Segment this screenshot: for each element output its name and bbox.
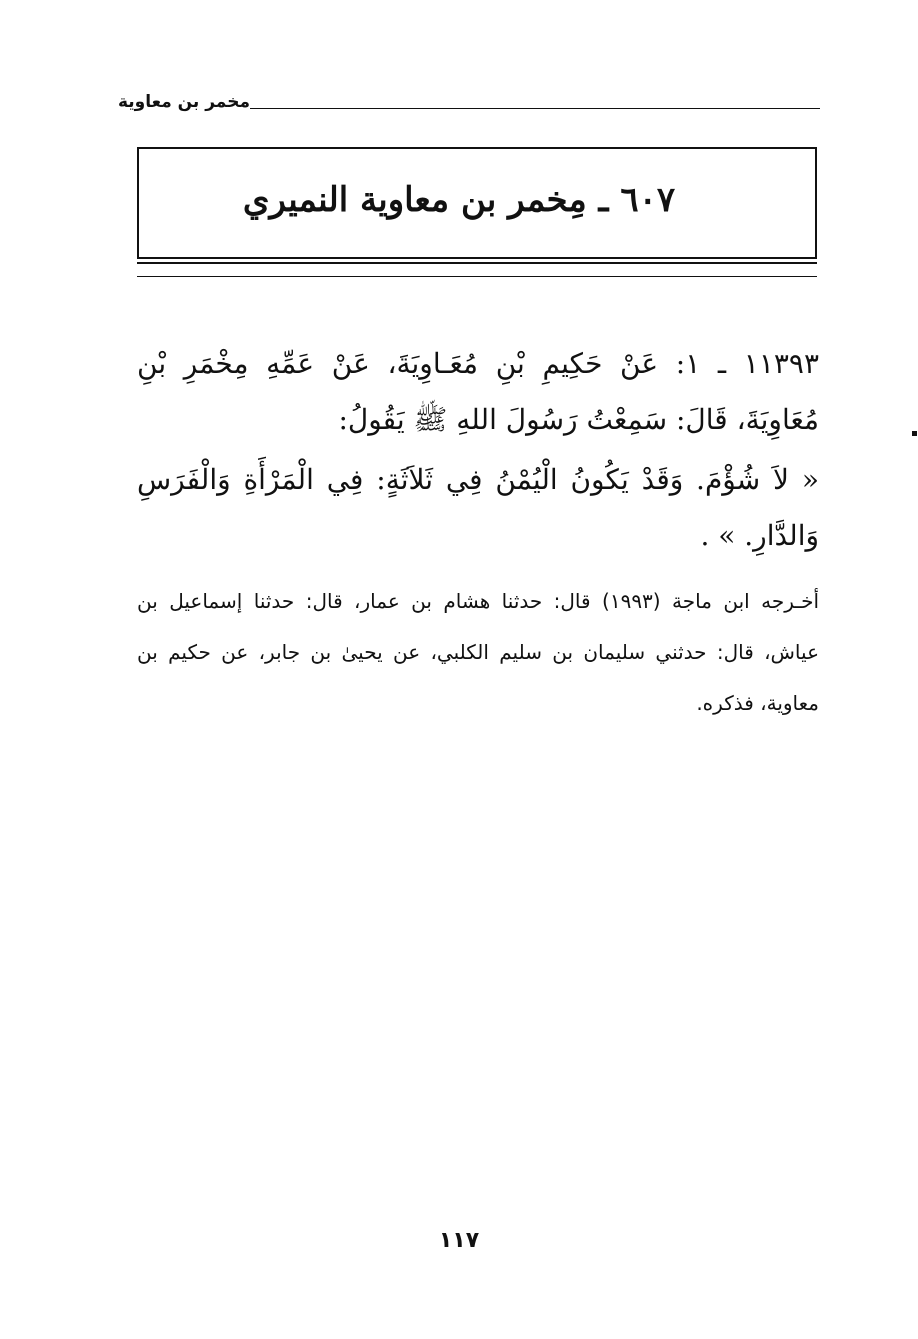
hadith-isnad: ١١٣٩٣ ـ ١: عَنْ حَكِيمِ بْنِ مُعَـاوِيَةَ، عَنْ عَمِّهِ مِخْمَرِ بْنِ مُعَاوِيَةَ، قَالَ: سَمِعْتُ رَسُولَ اللهِ ﷺ يَقُولُ: bbox=[137, 347, 819, 436]
title-rule bbox=[137, 276, 817, 277]
header-rule bbox=[250, 108, 820, 109]
hadith-text bbox=[137, 336, 819, 564]
title-box-underline bbox=[137, 262, 817, 264]
hadith-matn: « لاَ شُؤْمَ. وَقَدْ يَكُونُ الْيُمْنُ فِي ثَلاَثَةٍ: فِي الْمَرْأَةِ وَالْفَرَسِ وَالدَّارِ. » . bbox=[137, 463, 819, 552]
margin-mark bbox=[912, 431, 917, 436]
takhrij-note bbox=[137, 576, 819, 729]
running-header: مخمر بن معاوية bbox=[117, 92, 250, 112]
takhrij-text: أخـرجه ابن ماجة (١٩٩٣) قال: حدثنا هشام بن عمار، قال: حدثنا إسماعيل بن عياش، قال: حدثني سليمان بن سليم الكلبي، عن يحيىٰ بن جابر، عن حكيم بن معاوية، فذكره. bbox=[137, 589, 820, 715]
page-number: ١١٧ bbox=[438, 1228, 480, 1253]
entry-title: ٦٠٧ ـ مِخمر بن معاوية النميري bbox=[242, 180, 676, 220]
